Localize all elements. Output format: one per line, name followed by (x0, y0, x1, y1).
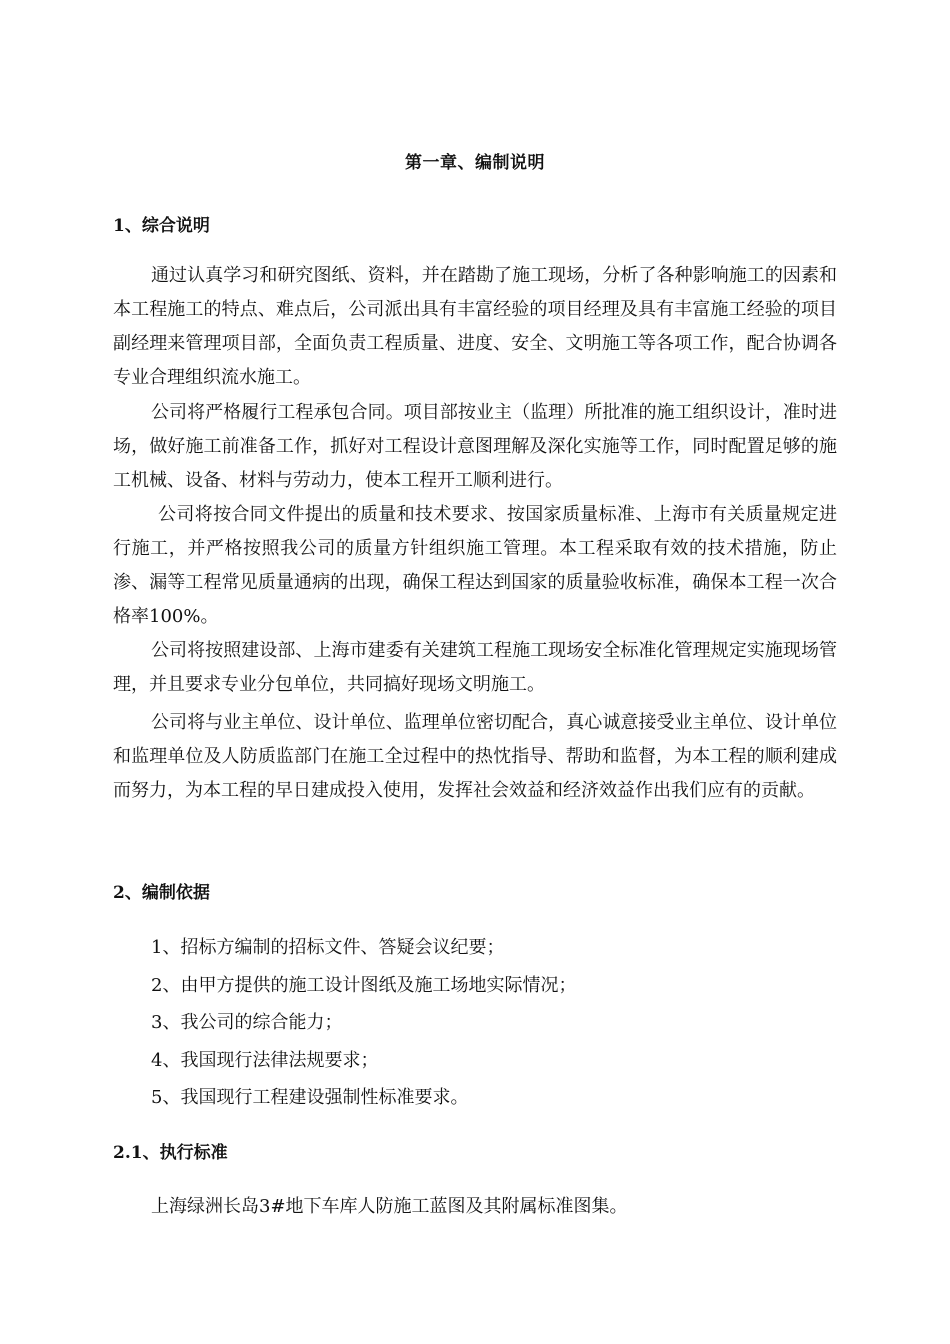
standards-text: 上海绿洲长岛3#地下车库人防施工蓝图及其附属标准图集。 (151, 1196, 628, 1217)
paragraph-overview-2: 公司将严格履行工程承包合同。项目部按业主（监理）所批准的施工组织设计，准时进场，做好施工前准备工作，抓好对工程设计意图理解及深化实施等工作，同时配置足够的施工机械、设备、材料与劳动力，使本工程开工顺利进行。 (113, 402, 837, 491)
paragraph-overview-3: 公司将按合同文件提出的质量和技术要求、按国家质量标准、上海市有关质量规定进行施工，并严格按照我公司的质量方针组织施工管理。本工程采取有效的技术措施，防止渗、漏等工程常见质量通病的出现，确保工程达到国家的质量验收标准，确保本工程一次合格率100%。 (113, 504, 837, 627)
basis-list (151, 929, 576, 1117)
chapter-title: 第一章、编制说明 (405, 153, 545, 173)
list-item: 5、我国现行工程建设强制性标准要求。 (151, 1087, 469, 1108)
list-item: 1、招标方编制的招标文件、答疑会议纪要； (151, 937, 505, 958)
section-heading-basis: 2、编制依据 (113, 883, 210, 903)
section-heading-standards: 2.1、执行标准 (113, 1143, 228, 1163)
section-heading-overview: 1、综合说明 (113, 216, 210, 236)
paragraph-overview-5: 公司将与业主单位、设计单位、监理单位密切配合，真心诚意接受业主单位、设计单位和监理单位及人防质监部门在施工全过程中的热忱指导、帮助和监督，为本工程的顺利建成而努力，为本工程的早日建成投入使用，发挥社会效益和经济效益作出我们应有的贡献。 (113, 712, 837, 801)
paragraph-overview-1: 通过认真学习和研究图纸、资料，并在踏勘了施工现场，分析了各种影响施工的因素和本工程施工的特点、难点后，公司派出具有丰富经验的项目经理及具有丰富施工经验的项目副经理来管理项目部，全面负责工程质量、进度、安全、文明施工等各项工作，配合协调各专业合理组织流水施工。 (113, 265, 837, 388)
list-item: 4、我国现行法律法规要求； (151, 1049, 379, 1071)
list-item: 3、我公司的综合能力； (151, 1012, 343, 1033)
paragraph-overview-4: 公司将按照建设部、上海市建委有关建筑工程施工现场安全标准化管理规定实施现场管理，并且要求专业分包单位，共同搞好现场文明施工。 (113, 640, 837, 695)
list-item: 2、由甲方提供的施工设计图纸及施工场地实际情况； (151, 974, 577, 996)
